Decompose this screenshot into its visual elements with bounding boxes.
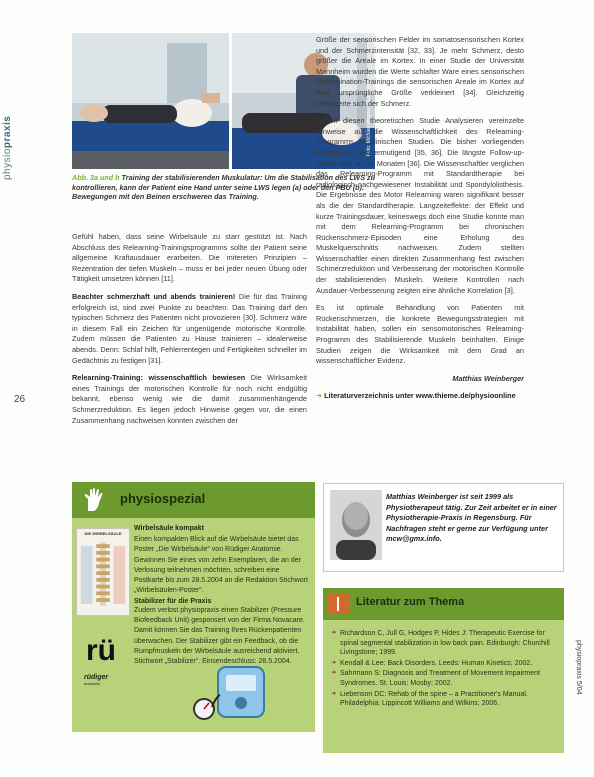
article-right-column: [316, 35, 524, 455]
left-paragraph-1: Gefühl haben, dass seine Wirbelsäule zu starr gestützt ist. Nach Abschluss des Relearning-Trainingsprogramms sollte der Patient seine allgemeine Kraftausdauer erarbeiten. Die mitereten Prinzipien – Rezentration der tiefen Muskeln – muss er bei jeder neuen Übung oder Tätigkeit umsetzen können [11].: [72, 232, 307, 284]
figure-caption-text: Training der stabilisierenden Muskulatur: Um die Stabilisation des LWS zu kontrollieren, kann der Patient eine Hand unter seine LWS legen (a) oder den PBU (b). Bewegungen mit den Beinen erschweren das Training.: [72, 173, 375, 202]
footer-vertical-label: physiopraxis 5/04: [575, 640, 582, 695]
journal-side-label: [2, 85, 20, 180]
left-paragraph-2-lead: Beachter schmerzhaft und abends trainieren!: [72, 291, 236, 301]
right-paragraph-3: Es ist optimale Behandlung von Patienten mit Rückenschmerzen, die konkrete Bewegungsstrategien mit Instabilität haben, sollen ein sensomotorisches Relearning-Programm des Stabilisierende Muskeln beinhalten. Einige Studien zeigen die Wirksamkeit mit dem Grad an wissenschaftlicher Evidenz.: [316, 303, 524, 366]
ruediger-brand-name: rüdiger: [84, 674, 109, 681]
spezial-heading-2: Stabilizer für die Praxis: [134, 598, 212, 606]
author-info-text: Matthias Weinberger ist seit 1999 als Physiotherapeut tätig. Zur Zeit arbeitet er in einer Physiotherapie-Praxis in Regensburg. Für Nachfragen steht er gerne zur Verfügung unter mcw@gmx.info.: [386, 492, 557, 543]
literature-item: ➜ Kendall & Lee: Back Disorders. Leeds: Human Kinetics; 2002.: [331, 659, 559, 669]
right-paragraph-2: Neben diesen theoretischen Studie Analysieren vereinzelte Hinweise auf die Wissenschaftlichkeit des Relearning-Programms in klinischen Studien. Die bisher vorliegenden Ergebnisse sind ermutigend [35, 36]. Die längste Follow-up-Phase liegt bei 30 Monaten [36]. Die Wissenschaftler verglichen das Relearning-Programm mit Standardtherapie bei radiologisch nachgewiesener Instabilität und Spondylolisthesis. Die Ergebnisse des Motor Relearning waren signifikant besser als die der Standardtherapie. Langzeiteffekte: der Effekt und kurze Trainingsdauer, keineswegs doch eine Studie konnte man mit dem Relearning-Programm bei chronischen Rückenschmerz-Episoden eine Erholung des Muskelquerschnitts nachweisen. Zudem stellten Wissenschaftler einen direkten Zusammenhang fest zwischen Schmerzreduktion und Verbesserung der motorischen Kontrolle der stabilisierenden Muskeln. Weitere Kontrollen nach Ausdauer-Verbesserung zeigten eine ähnliche Korrelation [3].: [316, 116, 524, 295]
spezial-text-2: Zudem verlost physiopraxis einen Stabilizer (Pressure Biofeedback Unit) gesponsert von der Firma Novacare. Damit können Sie das Training Ihres Rückenpatienten überwachen. Der Stabilizer gibt ein Feedback, ob die Rumpfmuskeln der Wirbelsäule ausreichend aktiviert. Stichwort „Stabilizer“. Einsendeschluss: 28.5.2004.: [134, 607, 305, 666]
journal-suffix: praxis: [2, 115, 13, 149]
hand-icon: [80, 487, 106, 513]
literature-item: ➜ Sahrmann S: Diagnosis and Treatment of Movement Impairment Syndromes. St. Louis: Mosby; 2002.: [331, 669, 559, 688]
spezial-heading-1: Wirbelsäule kompakt: [134, 525, 204, 532]
figure-caption-label: Abb. 3a und b: [72, 173, 120, 182]
left-paragraph-3-body: Die Wirksamkeit eines Trainings der motorischen Kontrolle für noch nicht endgültig bekannt, ebenso wenig wie die damit zusammenhängende Schmerzreduktion. Es liegen jedoch Hinweise gegen vor, die einen Zusammenhang nachweisen konnten zwischen der: [72, 373, 307, 425]
literature-list: [331, 629, 559, 710]
literature-item: ➜ Liebenson DC: Rehab of the spine – a Practitioner's Manual. Philadelphia: Lippincott Williams and Wilkins; 2006.: [331, 690, 559, 709]
author-portrait-image: [330, 490, 382, 560]
article-author: Matthias Weinberger: [452, 373, 524, 383]
spezial-text-1: Einen kompakten Blick auf die Wirbelsäule bietet das Poster „Die Wirbelsäule“ von Rüdiger Anatomie. Gewinnen Sie eines von zehn Exemplaren, die an der Verlosung teilnehmen möchten, schreiben eine Postkarte bis zum 28.5.2004 an die Redaktion Stichwort „Wirbelsäulen-Poster“.: [134, 536, 308, 595]
poster-title: DIE WIRBELSÄULE: [84, 531, 122, 536]
author-info-box: [323, 483, 564, 572]
references-link-text: Literaturverzeichnis unter www.thieme.de/physioonline: [324, 391, 516, 401]
left-paragraph-3-lead: Relearning-Training: wissenschaftlich bewiesen: [72, 373, 246, 383]
left-paragraph-2-body: Die für das Training erfolgreich ist, sind zwei Punkte zu beachten: Das Training darf den typischen Schmerz des Patienten nicht provozieren [30]. Schmerz wäre in diesem Fall ein Zeichen für ungenügende motorische Kontrolle. Zudem müssen die Patienten zu Hause trainieren – idealerweise abends. Denn: Schlaf hilft, Fehlerrentegen und Fertigkeiten schneller im Gedächtnis zu festigen [31].: [72, 291, 307, 365]
photo-credit: Foto: Michael Wagner, Stuttgart: [366, 85, 372, 156]
physiospezial-text: [134, 524, 310, 609]
literature-header: [323, 588, 564, 620]
left-paragraph-3: [72, 373, 307, 426]
book-icon: [327, 594, 349, 614]
journal-prefix: physio: [2, 148, 13, 180]
ruediger-brand-sub: anatomie: [84, 681, 101, 686]
spine-illustration: [77, 536, 129, 614]
right-paragraph-1: Größe der sensorischen Felder im somatosensorischen Kortex und der Schmerzintensität [32, 33]. Je mehr Schmerz, desto größer die Areale im Kortex. In einer Studie der Universität Mannheim wurden die Werte schlafter Ware eines sensorischen Diskrimination-Trainings die sensorischen Areale im Kortex auf eine ursprüngliche Größe verkleinert [34]. Gleichzeitig verringerte sich der Schmerz.: [316, 35, 524, 108]
physiospezial-header: [72, 482, 315, 518]
references-link[interactable]: [316, 391, 524, 402]
ruediger-brand: [84, 674, 108, 686]
ruediger-logo-icon: [84, 632, 116, 672]
spine-poster-image: [76, 528, 130, 616]
photo-a-training: [72, 33, 229, 169]
left-paragraph-2: [72, 292, 307, 366]
physiospezial-title: physiospezial: [120, 491, 206, 506]
literature-item: ➜ Richardson C, Jull G, Hodges P, Hides J: Therapeutic Exercise for spinal segmental stabilization in low back pain. Edinburgh: Churchill Livingstone; 1999.: [331, 629, 559, 658]
arrow-right-icon: ➜: [316, 391, 325, 401]
physiospezial-box: [72, 482, 315, 732]
svg-text:rü: rü: [86, 634, 116, 667]
article-left-column: [72, 232, 307, 457]
page-number: 26: [14, 394, 26, 405]
stabilizer-device-image: [190, 657, 270, 729]
literature-title: Literatur zum Thema: [356, 596, 465, 608]
literature-box: [323, 588, 564, 753]
